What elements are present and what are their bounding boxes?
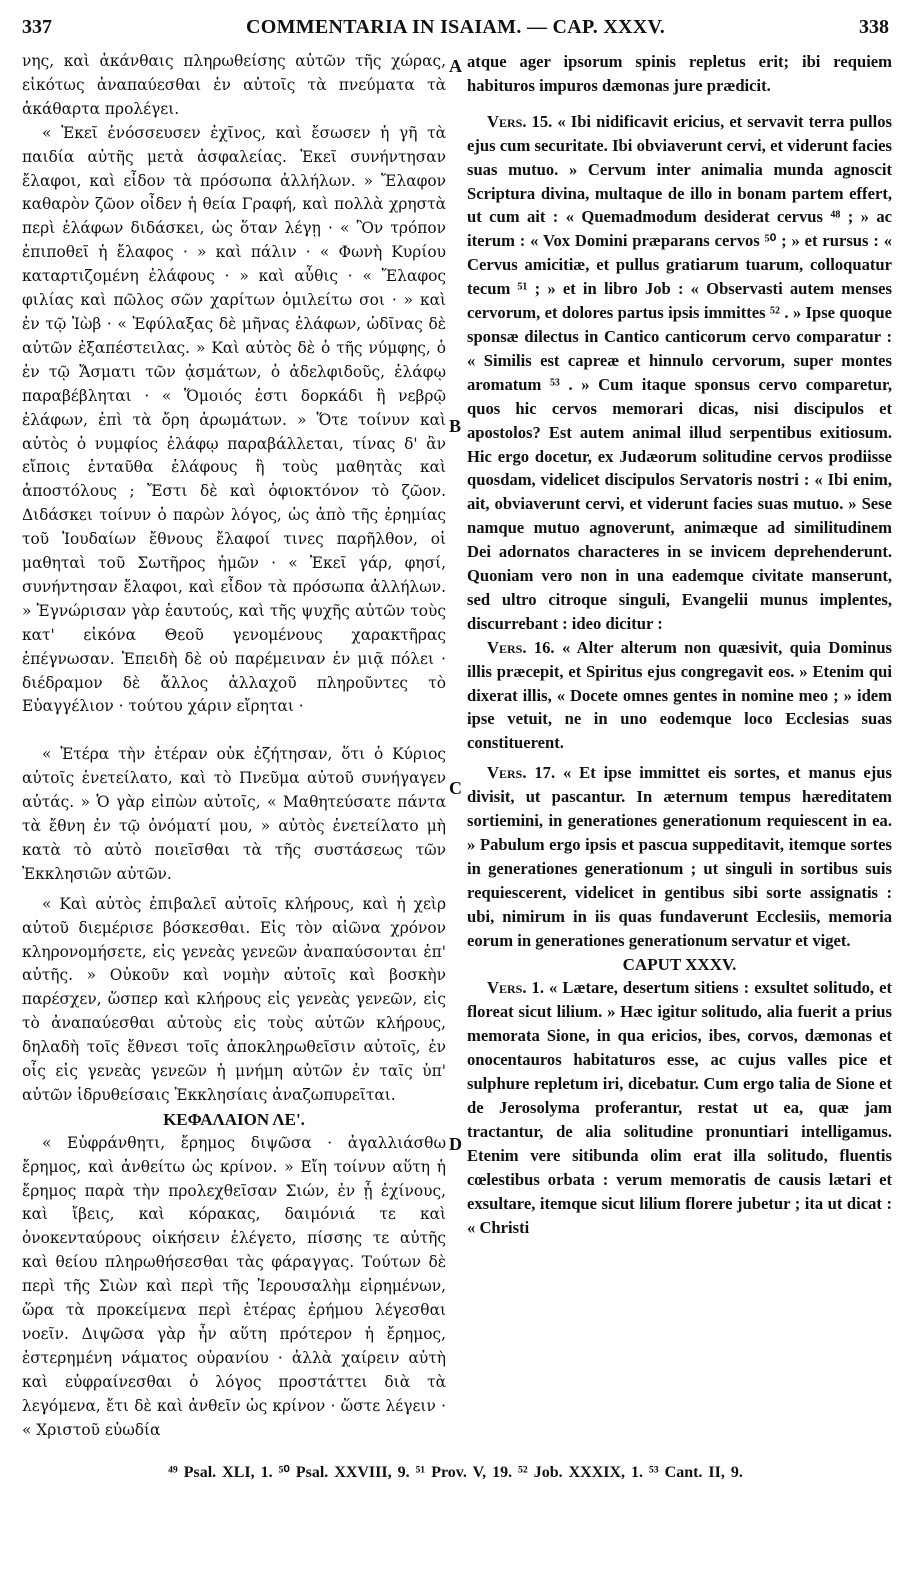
latin-paragraph-4	[467, 761, 892, 952]
greek-paragraph-3: « Ἑτέρα τὴν ἑτέραν οὐκ ἐζήτησαν, ὅτι ὁ Κύριος αὐτοῖς ἐνετείλατο, καὶ τὸ Πνεῦμα αὐτοῦ συνήγαγεν αὐτάς. » Ὁ γὰρ εἰπὼν αὐτοῖς, « Μαθητεύσατε πάντα τὰ ἔθνη ἐν τῷ ὀνόματί μου, » αὐτὸς ἐνετείλατο μὴ κατὰ τὸ αὐτὸ ποιεῖσθαι τὰ τῆς συστάσεως τῶν Ἐκκλησιῶν αὐτῶν.	[22, 745, 446, 883]
page-number-right: 338	[859, 16, 889, 38]
margin-marker-c: C	[449, 778, 462, 798]
latin-column	[467, 50, 892, 1239]
margin-marker-d: D	[449, 1134, 462, 1154]
greek-column	[22, 50, 446, 1443]
page-header	[22, 14, 889, 46]
latin-paragraph-2	[467, 110, 892, 636]
verse-label-16: Vers. 16.	[487, 637, 555, 657]
greek-paragraph-2: « Ἐκεῖ ἐνόσσευσεν ἐχῖνος, καὶ ἔσωσεν ἡ γῆ τὰ παιδία αὐτῆς μετὰ ἀσφαλείας. Ἐκεῖ συνήντησαν ἔλαφοι, καὶ εἶδον τὰ πρόσωπα ἀλλήλων. » Ἔλαφον καθαρὸν ζῶον οἶδεν ἡ θεία Γραφή, καὶ πολλὰ χρηστὰ περὶ ἐλάφων διδάσκει, ὡς ὅταν λέγῃ · « Ὃν τρόπον ἐπιποθεῖ ἡ ἔλαφος · » καὶ πάλιν · « Φωνὴ Κυρίου καταρτιζομένη ἐλάφους · » καὶ αὖθις · « Ἔλαφος φιλίας καὶ πῶλος σῶν χαρίτων ὁμιλείτω σοι · » καὶ ἐν τῷ Ἰὼβ · « Ἐφύλαξας δὲ μῆνας ἐλάφων, ὠδῖνας δὲ αὐτῶν ἐξαπέστειλας. » Καὶ αὐτὸς δὲ ὁ τῆς νύμφης, ὁ ἐν τῷ Ἄσματι τῶν ᾀσμάτων, ὁ ἀδελφιδοῦς, ἐλάφῳ παραβέβληται · « Ὅμοιός ἐστι δορκάδι ἢ νεβρῷ ἐλάφων, ἐπὶ τὰ ὄρη ἀρωμάτων. » Ὅτε τοίνυν καὶ αὐτὸς ὁ νυμφίος ἐλάφῳ παραβάλλεται, τίνας δ' ἂν εἴποις ἐνταῦθα ἐλάφους ἢ τοὺς μαθητὰς καὶ ἀποστόλους ; Ἔστι δὲ καὶ ὀφιοκτόνον τὸ ζῶον. Διδάσκει τοίνυν ὁ παρὼν λόγος, ὡς ἀπὸ τῆς ἐρημίας τοῦ Ἰουδαίων ἔθνους ἔλαφοί τινες παρῆλθον, οἱ μαθηταὶ τοῦ Σωτῆρος ἡμῶν · « Ἐκεῖ γάρ, φησί, συνήντησαν ἔλαφοι, καὶ εἶδον τὰ πρόσωπα ἀλλήλων. » Ἐγνώρισαν γὰρ ἑαυτούς, καὶ τῆς ψυχῆς αὐτῶν τοὺς κατ' εἰκόνα Θεοῦ γενομένους χαρακτῆρας ἐπέγνωσαν. Ἐπειδὴ δὲ οὐ παρέμειναν ἐν μιᾷ πόλει · διέδραμον δὲ ἄλλος ἀλλαχοῦ πληροῦντες τὸ Εὐαγγέλιον · τούτου χάριν εἴρηται ·	[22, 123, 446, 716]
verse-label-1: Vers. 1.	[487, 978, 544, 998]
greek-paragraph-4: « Καὶ αὐτὸς ἐπιβαλεῖ αὐτοῖς κλήρους, καὶ ἡ χεὶρ αὐτοῦ διεμέρισε βόσκεσθαι. Εἰς τὸν αἰῶνα χρόνον κληρονομήσετε, εἰς γενεὰς γενεῶν ἀναπαύσονται ἐπ' αὐτῆς. » Οὐκοῦν καὶ νομὴν αὐτοῖς καὶ βοσκὴν παρέσχεν, ὥσπερ καὶ κλήρους εἰς γενεὰς γενεῶν, εἰς τὸ ἀναπαύεσθαι αὐτοὺς εἰς τοὺς αὐτῶν κλήρους, δηλαδὴ τοῖς ἔθνεσι τοῖς ἀποκληρωθεῖσιν αὐτοῖς, ἐν οἷς εἰς γενεὰς γενεῶν ἡ μνήμη αὐτῶν ἐν ταῖς ὑπ' αὐτῶν ἱδρυθείσαις Ἐκκλησίαις ἀναζωπυρεῖται.	[22, 894, 446, 1104]
page-number-left: 337	[22, 16, 52, 38]
latin-paragraph-5	[467, 976, 892, 1239]
latin-text-17: « Et ipse immittet eis sortes, et manus ejus divisit, ut pascantur. In æternum tempus hæreditatem sortiemini, in generationes generationum requiescent in ea. » Pabulum ergo ipsis et pascua suppeditavit, itemque sortes in generationes generationum ; ut singuli in sortibus suis requiescerent, videlicet in gentibus sibi sorte assignatis : ubi, nimirum in iis quas fundaverunt Ecclesiis, memoria eorum in generationes generationum servatur et viget.	[467, 763, 892, 950]
greek-paragraph-5: « Εὐφράνθητι, ἔρημος διψῶσα · ἀγαλλιάσθω ἔρημος, καὶ ἀνθείτω ὡς κρίνον. » Εἴη τοίνυν αὕτη ἡ ἔρημος παρὰ τὴν προλεχθεῖσαν Σιών, ἐν ᾗ ἐχίνους, καὶ ἴβεις, καὶ κόρακας, δαιμόνιά τε καὶ ὀνοκενταύρους οἰκήσειν ἐλέγετο, πίσσης τε αὐτῆς καὶ θείου πληρωθήσεσθαι τὰς φάραγγας. Τούτων δὲ περὶ τῆς Σιὼν καὶ περὶ τῆς Ἱερουσαλὴμ εἰρημένων, ὥρα τὰ προκείμενα περὶ ἑτέρας ἐρήμου λέγεσθαι νοεῖν. Διψῶσα γὰρ ἦν αὕτη πρότερον ἡ ἔρημος, ἐστερημένη νάματος οὐρανίου · ἀλλὰ χαίρειν αὐτὴ καὶ εὐφραίνεσθαι ὁ λόγος προστάττει διὰ τὰ λεγόμενα, ἔτι δὲ καὶ ἀνθεῖν ὡς κρίνον · ὥστε λέγειν · « Χριστοῦ εὐωδία	[22, 1133, 446, 1439]
greek-chapter-heading: ΚΕΦΑΛΑΙΟΝ ΛΕ'.	[163, 1109, 305, 1129]
margin-marker-b: B	[449, 416, 462, 436]
latin-paragraph-1: atque ager ipsorum spinis repletus erit; ibi requiem habituros impuros dæmonas jure prædicit.	[467, 52, 892, 95]
greek-paragraph-1: νης, καὶ ἀκάνθαις πληρωθείσης αὐτῶν τῆς χώρας, εἰκότως ἀναπαύεσθαι ἐν αὐτοῖς τὰ πνεύματα τὰ ἀκάθαρτα προλέγει.	[22, 52, 446, 118]
latin-text-16: « Alter alterum non quæsivit, quia Dominus illis præcepit, et Spiritus ejus congregavit eos. » Etenim qui dixerat illis, « Docete omnes gentes in nomine meo ; » idem ipse vetuit, ne in uno eodemque loco Ecclesias suas constituerent.	[467, 637, 893, 753]
latin-text-15: « Ibi nidificavit ericius, et servavit terra pullos ejus cum securitate. Ibi obviaverunt cervi, et viderunt facies suas mutuo. » Cervum inter animalia munda agnoscit Scriptura divina, multaque de illo in bonam partem effert, ut cum ait : « Quemadmodum desiderat cervus ⁴⁸ ; » ac iterum : « Vox Domini præparans cervos ⁵⁰ ; » et rursus : « Cervus amicitiæ, et pullus gratiarum tuarum, colloquatur tecum ⁵¹ ; » et in libro Job : « Observasti autem menses cervorum, et dolores partus ipsis immittes ⁵² . » Ipse quoque sponsæ dilectus in Cantico canticorum cervo comparatur : « Similis est capreæ et hinnulo cervorum, super montes aromatum ⁵³ . » Cum itaque sponsus cervo comparetur, quos hic cervos memorari dicas, nisi discipulos et apostolos? Est autem animal illud serpentibus exitiosum. Hic ergo docetur, ex Judæorum solitudine cervos prodiisse quosdam, videlicet discipulos Servatoris nostri : « Ibi enim, ait, obviaverunt cervi, et viderunt facies suas mutuo. » Sese namque mutuo agnoverunt, animæque ad similitudinem Dei adornatos characteres in se invicem deprehenderunt. Quoniam vero non in una eademque civitate manserunt, sed ultro citroque singuli, Evangelii munus implentes, discurrebant : ideo dicitur :	[467, 111, 892, 633]
verse-label-15: Vers. 15.	[487, 111, 553, 131]
latin-text-1: « Lætare, desertum sitiens : exsultet solitudo, et floreat sicut lilium. » Hæc igitur solitudo, alia fuerit a prius memorata Sione, in qua ericios, ibes, corvos, dæmonas et onocentauros habitaturos esse, ac cujus valles pice et sulphure repletum iri, dicebatur. Cum ergo talia de Sione et de Jerosolyma proferantur, restat ut ea, quæ jam tractantur, de alia solitudine pronuntiari intelligamus. Etenim vere sitibunda olim erat illa solitudo, fluentis cœlestibus orbata : verum memoratis de causis lætari et exsultare, itemque sicut lilium florere jubetur ; ita ut dicat : « Christi	[467, 978, 892, 1237]
verse-label-17: Vers. 17.	[487, 763, 556, 783]
running-title: COMMENTARIA IN ISAIAM. — CAP. XXXV.	[245, 16, 666, 38]
footnotes: ⁴⁹ Psal. XLI, 1. ⁵⁰ Psal. XXVIII, 9. ⁵¹ Prov. V, 19. ⁵² Job. XXXIX, 1. ⁵³ Cant. II, 9.	[168, 1464, 743, 1481]
latin-chapter-heading: CAPUT XXXV.	[622, 954, 737, 974]
latin-paragraph-3	[467, 636, 892, 756]
margin-marker-a: A	[449, 56, 462, 76]
